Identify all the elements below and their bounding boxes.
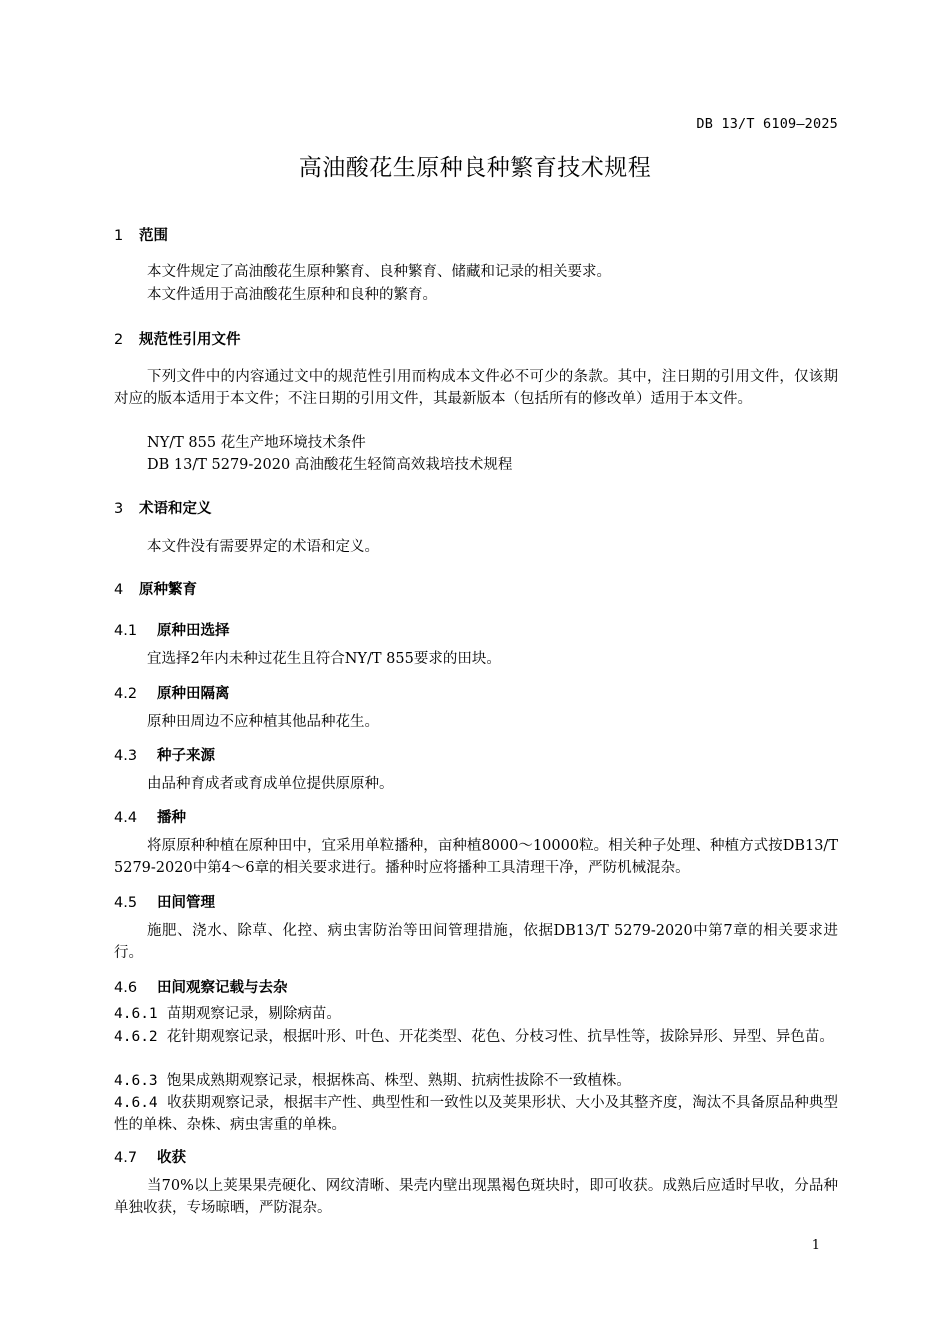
standard-code: DB 13/T 6109—2025 (696, 116, 838, 132)
clause-text: 收获期观察记录，根据丰产性、典型性和一致性以及荚果形状、大小及其整齐度，淘汰不具备原品种典型性的单株、杂株、病虫害重的单株。 (114, 1095, 839, 1133)
section-2-heading (114, 328, 241, 349)
subsection-title: 种子来源 (157, 748, 215, 764)
paragraph: 本文件适用于高油酸花生原种和良种的繁育。 (147, 287, 437, 303)
paragraph: 下列文件中的内容通过文中的规范性引用而构成本文件必不可少的条款。其中，注日期的引用文件，仅该期对应的版本适用于本文件；不注日期的引用文件，其最新版本（包括所有的修改单）适用于本文件。 (114, 369, 838, 407)
paragraph: 原种田周边不应种植其他品种花生。 (147, 714, 379, 730)
page-number: 1 (811, 1238, 820, 1253)
section-title: 规范性引用文件 (139, 332, 241, 348)
subsection-4-2-heading (114, 682, 230, 703)
subsection-4-5-heading (114, 891, 215, 912)
subsection-title: 田间观察记载与去杂 (157, 980, 288, 996)
subsection-4-6-heading (114, 976, 288, 997)
paragraph: 本文件规定了高油酸花生原种繁育、良种繁育、储藏和记录的相关要求。 (147, 264, 611, 280)
reference-item: NY/T 855 花生产地环境技术条件 (147, 435, 366, 451)
section-number: 1 (114, 228, 124, 244)
subsection-number: 4.7 (114, 1150, 138, 1166)
subsection-number: 4.5 (114, 895, 138, 911)
clause-number: 4.6.4 (114, 1095, 158, 1111)
section-4-heading (114, 578, 197, 599)
section-number: 4 (114, 582, 124, 598)
clause-text: 苗期观察记录，剔除病苗。 (166, 1006, 341, 1022)
section-number: 2 (114, 332, 124, 348)
section-1-heading (114, 224, 168, 245)
subsection-number: 4.1 (114, 623, 138, 639)
section-3-heading (114, 497, 212, 518)
paragraph: 由品种育成者或育成单位提供原原种。 (147, 776, 394, 792)
subsection-title: 播种 (157, 810, 186, 826)
clause-4-6-1 (114, 1003, 838, 1025)
subsection-title: 田间管理 (157, 895, 215, 911)
section-title: 术语和定义 (139, 501, 212, 517)
paragraph: 当70%以上荚果果壳硬化、网纹清晰、果壳内壁出现黑褐色斑块时，即可收获。成熟后应适时早收，分品种单独收获，专场晾晒，严防混杂。 (114, 1178, 838, 1216)
subsection-4-7-heading (114, 1146, 186, 1167)
subsection-number: 4.6 (114, 980, 138, 996)
subsection-title: 原种田选择 (157, 623, 230, 639)
paragraph: 本文件没有需要界定的术语和定义。 (147, 539, 379, 555)
subsection-title: 原种田隔离 (157, 686, 230, 702)
clause-4-6-3 (114, 1070, 838, 1092)
reference-item: DB 13/T 5279-2020 高油酸花生轻简高效栽培技术规程 (147, 457, 513, 473)
clause-4-6-2 (114, 1026, 838, 1048)
subsection-4-4-heading (114, 806, 186, 827)
section-number: 3 (114, 501, 124, 517)
clause-number: 4.6.1 (114, 1006, 158, 1022)
clause-4-6-4 (114, 1092, 838, 1136)
clause-number: 4.6.3 (114, 1073, 158, 1089)
paragraph: 将原原种种植在原种田中，宜采用单粒播种，亩种植8000～10000粒。相关种子处理、种植方式按DB13/T 5279-2020中第4～6章的相关要求进行。播种时应将播种工具清理干净，严防机械混杂。 (114, 838, 838, 876)
subsection-number: 4.2 (114, 686, 138, 702)
document-title: 高油酸花生原种良种繁育技术规程 (298, 155, 652, 181)
paragraph: 宜选择2年内未种过花生且符合NY/T 855要求的田块。 (147, 651, 501, 667)
section-title: 原种繁育 (139, 582, 197, 598)
subsection-4-3-heading (114, 744, 215, 765)
subsection-4-1-heading (114, 619, 230, 640)
clause-text: 饱果成熟期观察记录，根据株高、株型、熟期、抗病性拔除不一致植株。 (166, 1073, 631, 1089)
paragraph: 施肥、浇水、除草、化控、病虫害防治等田间管理措施，依据DB13/T 5279-2020中第7章的相关要求进行。 (114, 923, 838, 961)
clause-text: 花针期观察记录，根据叶形、叶色、开花类型、花色、分枝习性、抗旱性等，拔除异形、异型、异色苗。 (166, 1029, 834, 1045)
subsection-number: 4.3 (114, 748, 138, 764)
section-title: 范围 (139, 228, 168, 244)
subsection-title: 收获 (157, 1150, 186, 1166)
clause-number: 4.6.2 (114, 1029, 158, 1045)
subsection-number: 4.4 (114, 810, 138, 826)
